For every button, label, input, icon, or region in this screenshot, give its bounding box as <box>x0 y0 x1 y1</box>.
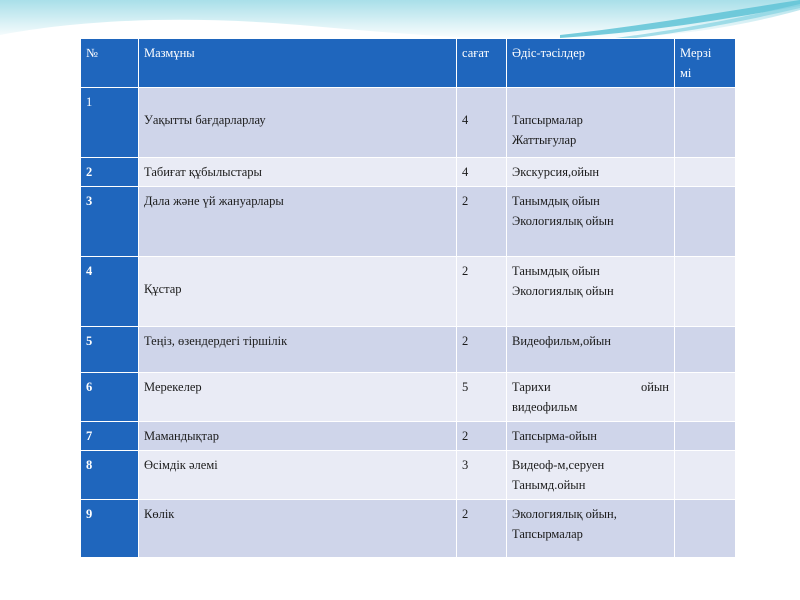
row-content: Дала және үй жануарлары <box>139 187 457 257</box>
table-row <box>81 373 736 422</box>
row-hours: 4 <box>457 158 507 187</box>
table-row <box>81 451 736 500</box>
row-methods-line1: Танымдық ойын <box>512 264 600 278</box>
row-content: Табиғат құбылыстары <box>139 158 457 187</box>
row-methods-line2: Танымд.ойын <box>512 478 586 492</box>
row-methods-line2: Экологиялық ойын <box>512 214 614 228</box>
row-methods <box>507 500 675 558</box>
row-term <box>675 451 736 500</box>
row-hours <box>457 88 507 158</box>
row-number: 3 <box>81 187 139 257</box>
table-row <box>81 257 736 327</box>
row-content: Теңіз, өзендердегі тіршілік <box>139 327 457 373</box>
row-methods-line1: Экологиялық ойын, <box>512 507 617 521</box>
row-methods <box>507 187 675 257</box>
row-term <box>675 373 736 422</box>
row-number: 7 <box>81 422 139 451</box>
row-number: 4 <box>81 257 139 327</box>
row-content <box>139 88 457 158</box>
row-methods: Тапсырма-ойын <box>507 422 675 451</box>
row-hours: 2 <box>457 327 507 373</box>
row-methods-line2: Экологиялық ойын <box>512 284 614 298</box>
table-row <box>81 187 736 257</box>
row-number: 1 <box>81 88 139 158</box>
header-term <box>675 39 736 88</box>
row-content-text: Құстар <box>144 282 182 296</box>
row-term <box>675 500 736 558</box>
row-hours: 2 <box>457 500 507 558</box>
row-content: Мамандықтар <box>139 422 457 451</box>
header-methods: Әдіс-тәсілдер <box>507 39 675 88</box>
row-number: 2 <box>81 158 139 187</box>
header-term-line1: Мерзі <box>680 46 712 60</box>
row-term <box>675 257 736 327</box>
row-hours-text: 4 <box>462 113 469 127</box>
row-methods-line1: Тапсырмалар <box>512 113 583 127</box>
row-hours: 5 <box>457 373 507 422</box>
row-content-text: Уақытты бағдарларлау <box>144 113 266 127</box>
row-content <box>139 257 457 327</box>
row-methods <box>507 451 675 500</box>
row-methods-line1: Видеоф-м,серуен <box>512 458 605 472</box>
row-methods: Экскурсия,ойын <box>507 158 675 187</box>
row-term <box>675 187 736 257</box>
table-row <box>81 88 736 158</box>
header-row <box>81 39 736 88</box>
row-number: 9 <box>81 500 139 558</box>
table-row <box>81 158 736 187</box>
table-row <box>81 422 736 451</box>
row-term <box>675 158 736 187</box>
row-term <box>675 327 736 373</box>
row-number: 8 <box>81 451 139 500</box>
table-row <box>81 500 736 558</box>
row-content: Мерекелер <box>139 373 457 422</box>
row-term <box>675 88 736 158</box>
row-term <box>675 422 736 451</box>
header-content: Мазмұны <box>139 39 457 88</box>
row-methods-line2: Жаттығулар <box>512 133 577 147</box>
header-num: № <box>81 39 139 88</box>
header-hours: сағат <box>457 39 507 88</box>
row-hours: 2 <box>457 257 507 327</box>
row-methods <box>507 88 675 158</box>
row-methods-word1: Тарихи <box>512 380 551 394</box>
row-hours: 2 <box>457 422 507 451</box>
curriculum-table <box>80 38 736 558</box>
row-methods: Видеофильм,ойын <box>507 327 675 373</box>
row-hours: 2 <box>457 187 507 257</box>
header-term-line2: мі <box>680 66 692 80</box>
table-row <box>81 327 736 373</box>
row-hours: 3 <box>457 451 507 500</box>
row-methods-word2: ойын <box>640 380 669 394</box>
row-methods-line2: видеофильм <box>512 400 578 414</box>
row-content: Өсімдік әлемі <box>139 451 457 500</box>
row-content: Көлік <box>139 500 457 558</box>
row-methods <box>507 257 675 327</box>
row-number: 5 <box>81 327 139 373</box>
row-methods <box>507 373 675 422</box>
row-number: 6 <box>81 373 139 422</box>
row-methods-line1: Танымдық ойын <box>512 194 600 208</box>
row-methods-line2: Тапсырмалар <box>512 527 583 541</box>
